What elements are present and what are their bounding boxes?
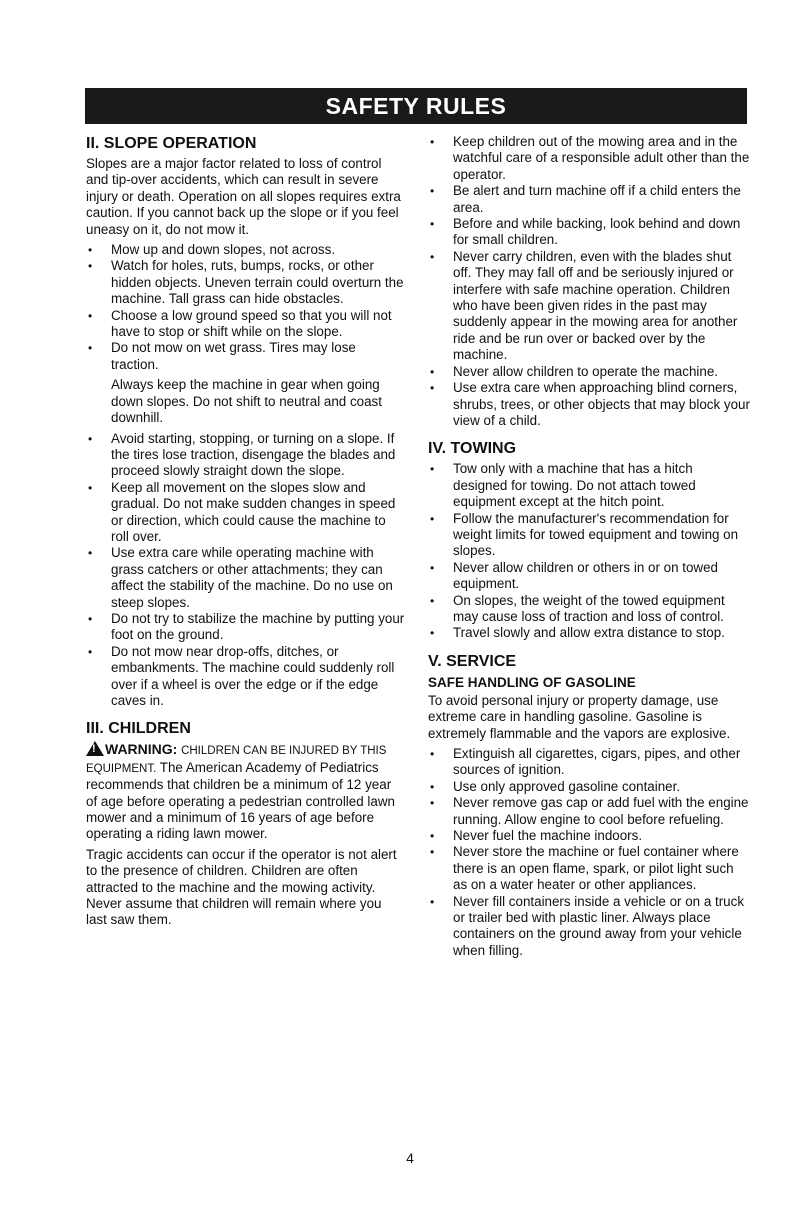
list-item: • Before and while backing, look behind and down for small children. <box>430 216 741 248</box>
list-item: • Never allow children or others in or on towed equipment. <box>430 559 718 592</box>
list-item: • Use extra care while operating machine with grass catchers or other attachments; they can affect the stability of the machine. Do no use on steep slopes. <box>88 545 393 610</box>
slope-list-continued <box>86 431 406 710</box>
bullet-icon: • <box>88 644 93 659</box>
bullet-icon: • <box>88 308 93 323</box>
bullet-icon: • <box>88 611 93 626</box>
list-item: • Mow up and down slopes, not across. <box>88 242 336 258</box>
list-item: • Never fill containers inside a vehicle or on a truck or trailer bed with plastic liner. Always place containers on the ground away from your vehicle when filling. <box>430 893 745 958</box>
towing-list <box>428 461 750 641</box>
list-item: • Never allow children to operate the machine. <box>430 363 718 379</box>
bullet-icon: • <box>430 747 435 761</box>
list-item: • Never store the machine or fuel container where there is an open flame, spark, or pilot light such as on a water heater or other appliances. <box>430 844 739 893</box>
list-item: • Tow only with a machine that has a hitch designed for towing. Do not attach towed equipment except at the hitch point. <box>430 461 696 510</box>
warning-triangle-icon <box>86 741 104 756</box>
bullet-icon: • <box>430 184 435 199</box>
list-item: • Use only approved gasoline container. <box>430 778 681 794</box>
list-item: • Never carry children, even with the blades shut off. They may fall off and be seriously injured or interfere with safe machine operation. Children who have been given rides in the past may suddenly appear in the mowing area for another ride and be run over or backed over by the machine. <box>430 248 738 363</box>
list-item: • Choose a low ground speed so that you will not have to stop or shift while on the slope. <box>88 307 392 340</box>
warning-caps: CHILDREN CAN BE INJURED BY THIS EQUIPMENT. <box>86 745 387 775</box>
service-list <box>428 746 750 959</box>
bullet-icon: • <box>430 135 435 149</box>
list-item: • Watch for holes, ruts, bumps, rocks, or other hidden objects. Uneven terrain could overturn the machine. Tall grass can hide obstacles. <box>88 258 404 307</box>
list-item: • Keep children out of the mowing area and in the watchful care of a responsible adult other than the operator. <box>430 134 750 182</box>
list-item: • Do not try to stabilize the machine by putting your foot on the ground. <box>88 610 405 643</box>
bullet-icon: • <box>430 779 435 794</box>
bullet-icon: • <box>430 217 435 232</box>
bullet-icon: • <box>430 626 435 641</box>
list-item: • Follow the manufacturer's recommendation for weight limits for towed equipment and towing on slopes. <box>430 510 739 559</box>
bullet-icon: • <box>88 546 93 561</box>
bullet-icon: • <box>430 796 435 811</box>
page-banner: SAFETY RULES <box>85 88 747 124</box>
children-warning <box>86 741 406 842</box>
bullet-icon: • <box>430 462 435 477</box>
children-paragraph: Tragic accidents can occur if the operator is not alert to the presence of children. Children are often attracted to the machine and the mowing activity. Never assume that children will remain where you last saw them. <box>86 846 397 928</box>
children-heading: III. CHILDREN <box>86 720 191 738</box>
bullet-icon: • <box>430 845 435 860</box>
bullet-icon: • <box>430 364 435 379</box>
bullet-icon: • <box>88 341 93 356</box>
page-number: 4 <box>406 1150 414 1166</box>
list-item: • Use extra care when approaching blind corners, shrubs, trees, or other objects that may block your view of a child. <box>430 380 750 428</box>
slope-list <box>86 242 406 373</box>
service-heading: V. SERVICE <box>428 652 517 670</box>
slope-note: Always keep the machine in gear when going down slopes. Do not shift to neutral and coast downhill. <box>111 377 382 426</box>
list-item: • Never remove gas cap or add fuel with the engine running. Allow engine to cool before refueling. <box>430 795 749 827</box>
list-item: • Never fuel the machine indoors. <box>430 828 643 844</box>
gasoline-subheading: SAFE HANDLING OF GASOLINE <box>428 674 636 690</box>
bullet-icon: • <box>430 249 435 264</box>
children-list <box>428 134 750 429</box>
bullet-icon: • <box>430 894 435 909</box>
list-item: • Be alert and turn machine off if a child enters the area. <box>430 183 741 215</box>
list-item: • Keep all movement on the slopes slow and gradual. Do not make sudden changes in speed or direction, which could cause the machine to roll over. <box>88 479 396 544</box>
list-item: • Travel slowly and allow extra distance to stop. <box>430 625 725 641</box>
service-intro: To avoid personal injury or property damage, use extreme care in handling gasoline. Gasoline is extremely flammable and the vapors are explosive. <box>428 692 731 741</box>
left-column <box>86 134 406 933</box>
warning-text: The American Academy of Pediatrics recommends that children be a minimum of 12 year of age before operating a pedestrian controlled lawn mower and a minimum of 16 years of age before operating a riding lawn mower. <box>86 759 395 842</box>
slope-intro: Slopes are a major factor related to loss of control and tip-over accidents, which can result in severe injury or death. Operation on all slopes requires extra caution. If you cannot back up the slope or if you feel uneasy on it, do not mow it. <box>86 156 401 237</box>
list-item: • Avoid starting, stopping, or turning on a slope. If the tires lose traction, disengage the blades and proceed slowly straight down the slope. <box>88 430 396 479</box>
bullet-icon: • <box>88 431 93 446</box>
bullet-icon: • <box>430 560 435 575</box>
list-item: • Do not mow near drop-offs, ditches, or embankments. The machine could suddenly roll over if a wheel is over the edge or if the edge caves in. <box>88 643 395 708</box>
bullet-icon: • <box>88 480 93 495</box>
list-item: • Extinguish all cigarettes, cigars, pipes, and other sources of ignition. <box>430 746 741 778</box>
right-column <box>428 134 750 963</box>
bullet-icon: • <box>430 829 435 844</box>
slope-heading: II. SLOPE OPERATION <box>86 135 257 152</box>
list-item: • Do not mow on wet grass. Tires may lose traction. <box>88 340 356 372</box>
bullet-icon: • <box>88 259 93 274</box>
bullet-icon: • <box>88 243 93 258</box>
warning-label: WARNING: <box>105 741 178 758</box>
towing-heading: IV. TOWING <box>428 440 517 458</box>
bullet-icon: • <box>430 511 435 526</box>
bullet-icon: • <box>430 593 435 608</box>
bullet-icon: • <box>430 381 435 396</box>
list-item: • On slopes, the weight of the towed equipment may cause loss of traction and loss of control. <box>430 592 725 624</box>
